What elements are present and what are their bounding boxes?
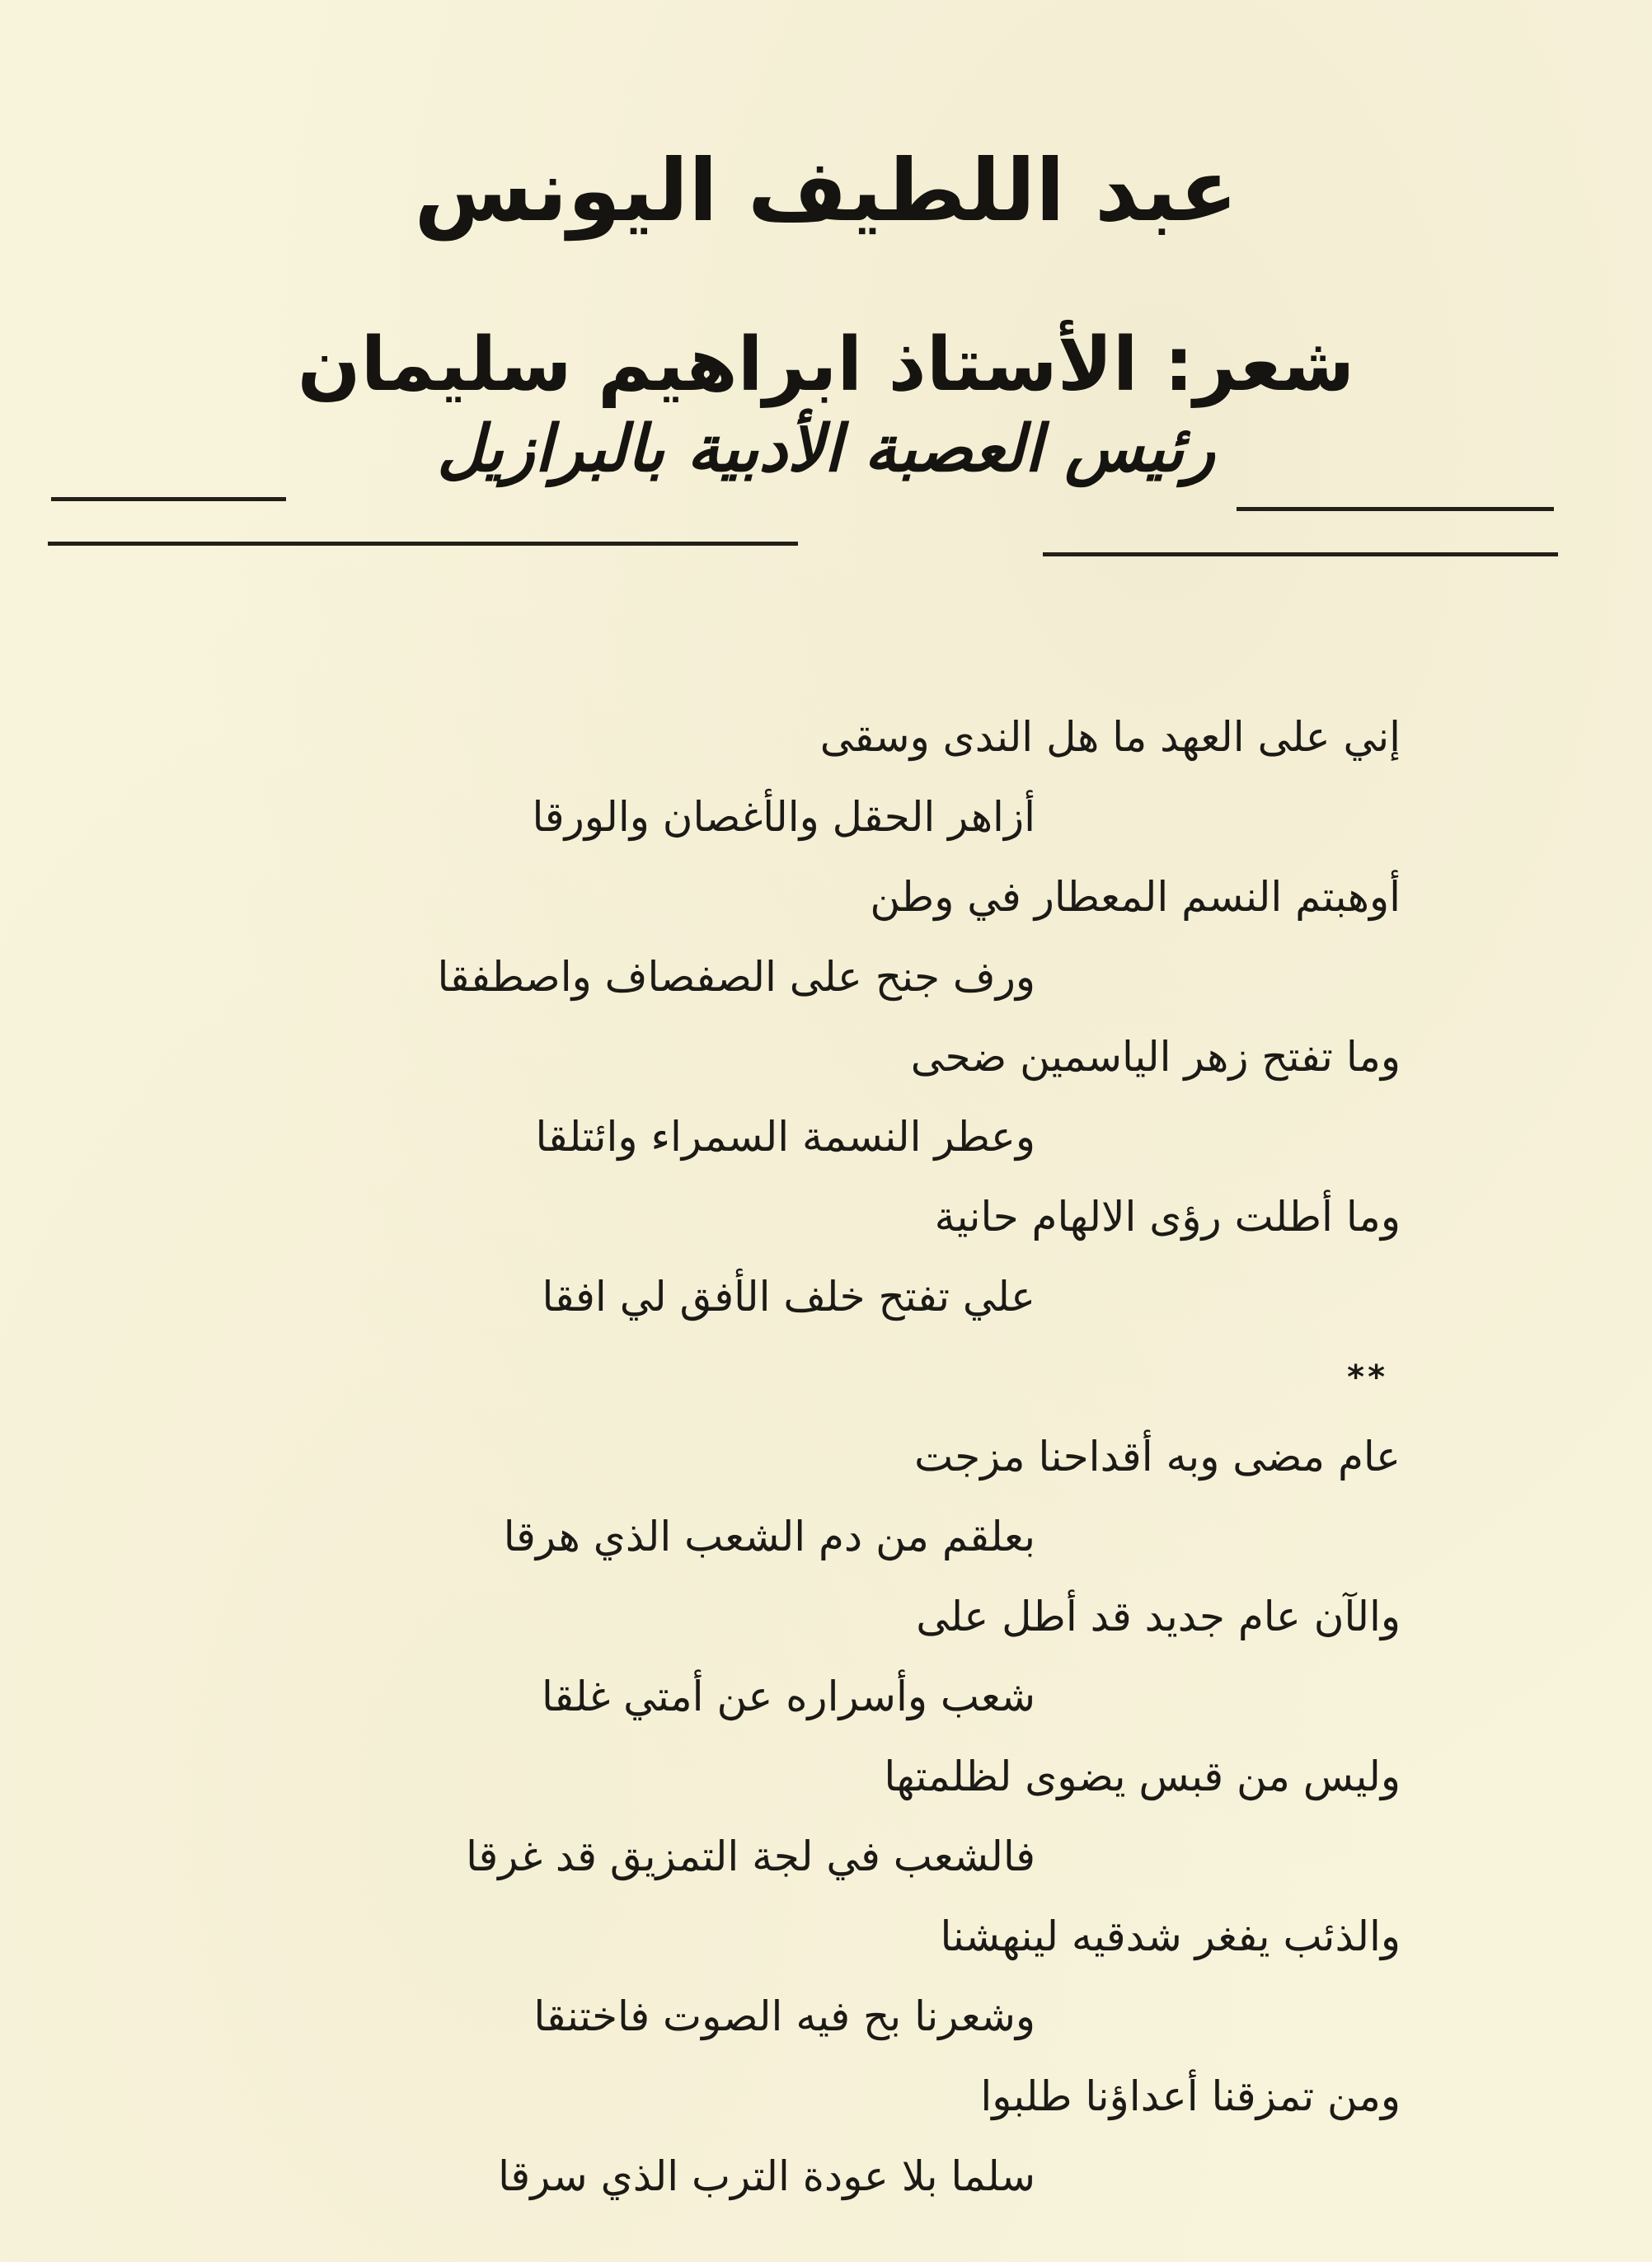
verse-line: عام مضى وبه أقداحنا مزجت [914,1433,1401,1481]
left-long-rule [48,542,798,546]
verse-line: سلما بلا عودة الترب الذي سرقا [498,2152,1035,2200]
verse-line: شعب وأسراره عن أمتي غلقا [542,1673,1035,1720]
verse-line: أزاهر الحقل والأغصان والورقا [532,793,1035,841]
verse-line: وما تفتح زهر الياسمين ضحى [910,1033,1401,1081]
verse-line: وشعرنا بح فيه الصوت فاختنقا [533,1992,1035,2040]
poet-affiliation: رئيس العصبة الأدبية بالبرازيل [437,412,1215,486]
right-long-rule [1043,552,1558,556]
verse-line: ومن تمزقنا أعداؤنا طلبوا [980,2072,1401,2120]
verse-line: إني على العهد ما هل الندى وسقى [819,713,1401,761]
verse-line: وليس من قبس يضوى لظلمتها [884,1753,1401,1800]
stanza-separator: ** [1347,1359,1388,1396]
poem-title: عبد اللطيف اليونس [414,140,1238,241]
verse-line: بعلقم من دم الشعب الذي هرقا [503,1513,1035,1560]
verse-line: والآن عام جديد قد أطل على [916,1593,1401,1640]
verse-line: أوهبتم النسم المعطار في وطن [870,873,1401,921]
verse-line: والذئب يفغر شدقيه لينهشنا [940,1912,1401,1960]
verse-line: وعطر النسمة السمراء وائتلقا [535,1113,1035,1161]
verse-line: وما أطلت رؤى الالهام حانية [934,1193,1401,1241]
right-short-rule [1237,507,1554,511]
poet-byline: شعر: الأستاذ ابراهيم سليمان [297,321,1355,408]
left-short-rule [51,497,286,501]
verse-line: ورف جنح على الصفصاف واصطفقا [437,953,1035,1001]
verse-line: فالشعب في لجة التمزيق قد غرقا [466,1833,1035,1880]
verse-line: علي تفتح خلف الأفق لي افقا [542,1273,1035,1321]
